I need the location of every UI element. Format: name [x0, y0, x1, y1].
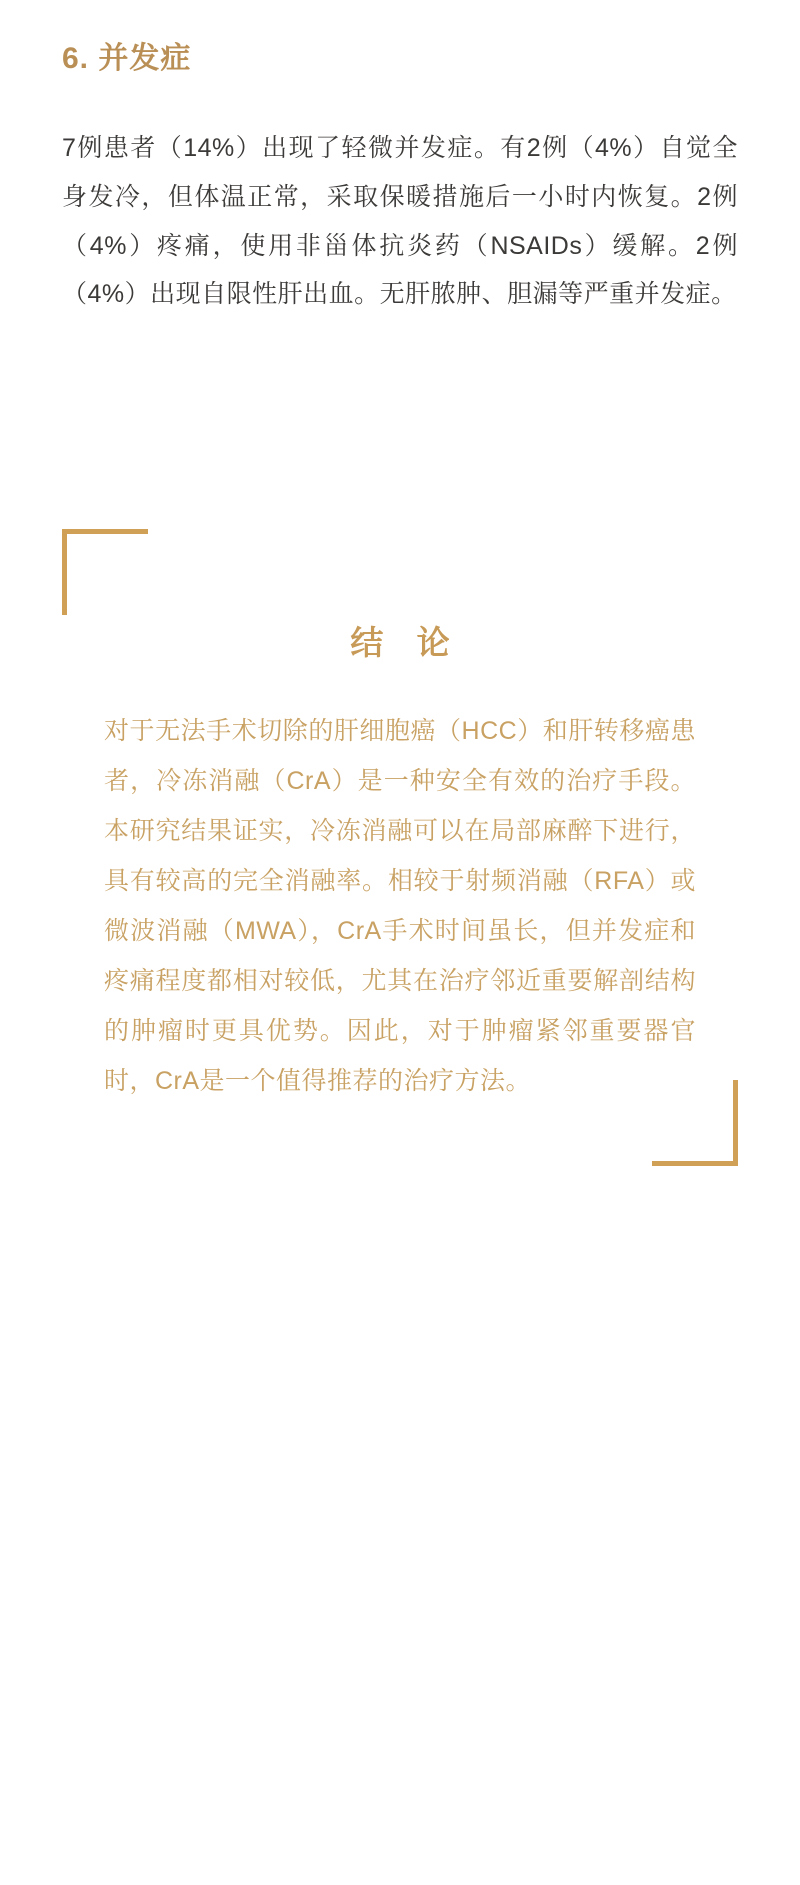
- conclusion-title: 结 论: [350, 624, 462, 661]
- conclusion-block: [0, 529, 800, 1166]
- conclusion-inner: [62, 529, 738, 1166]
- section-paragraph: 7例患者（14%）出现了轻微并发症。有2例（4%）自觉全身发冷，但体温正常，采取保暖措施后一小时内恢复。2例（4%）疼痛，使用非甾体抗炎药（NSAIDs）缓解。2例（4%）出现自限性肝出血。无肝脓肿、胆漏等严重并发症。: [62, 134, 738, 309]
- complications-section: [0, 0, 800, 319]
- section-heading: 6. 并发症: [62, 42, 192, 75]
- conclusion-paragraph: 对于无法手术切除的肝细胞癌（HCC）和肝转移癌患者，冷冻消融（CrA）是一种安全有效的治疗手段。本研究结果证实，冷冻消融可以在局部麻醉下进行，具有较高的完全消融率。相较于射频消融（RFA）或微波消融（MWA），CrA手术时间虽长，但并发症和疼痛程度都相对较低，尤其在治疗邻近重要解剖结构的肿瘤时更具优势。因此，对于肿瘤紧邻重要器官时，CrA是一个值得推荐的治疗方法。: [104, 717, 696, 1095]
- corner-bracket-bottom-right-icon: [652, 1080, 738, 1166]
- corner-bracket-top-left-icon: [62, 529, 148, 615]
